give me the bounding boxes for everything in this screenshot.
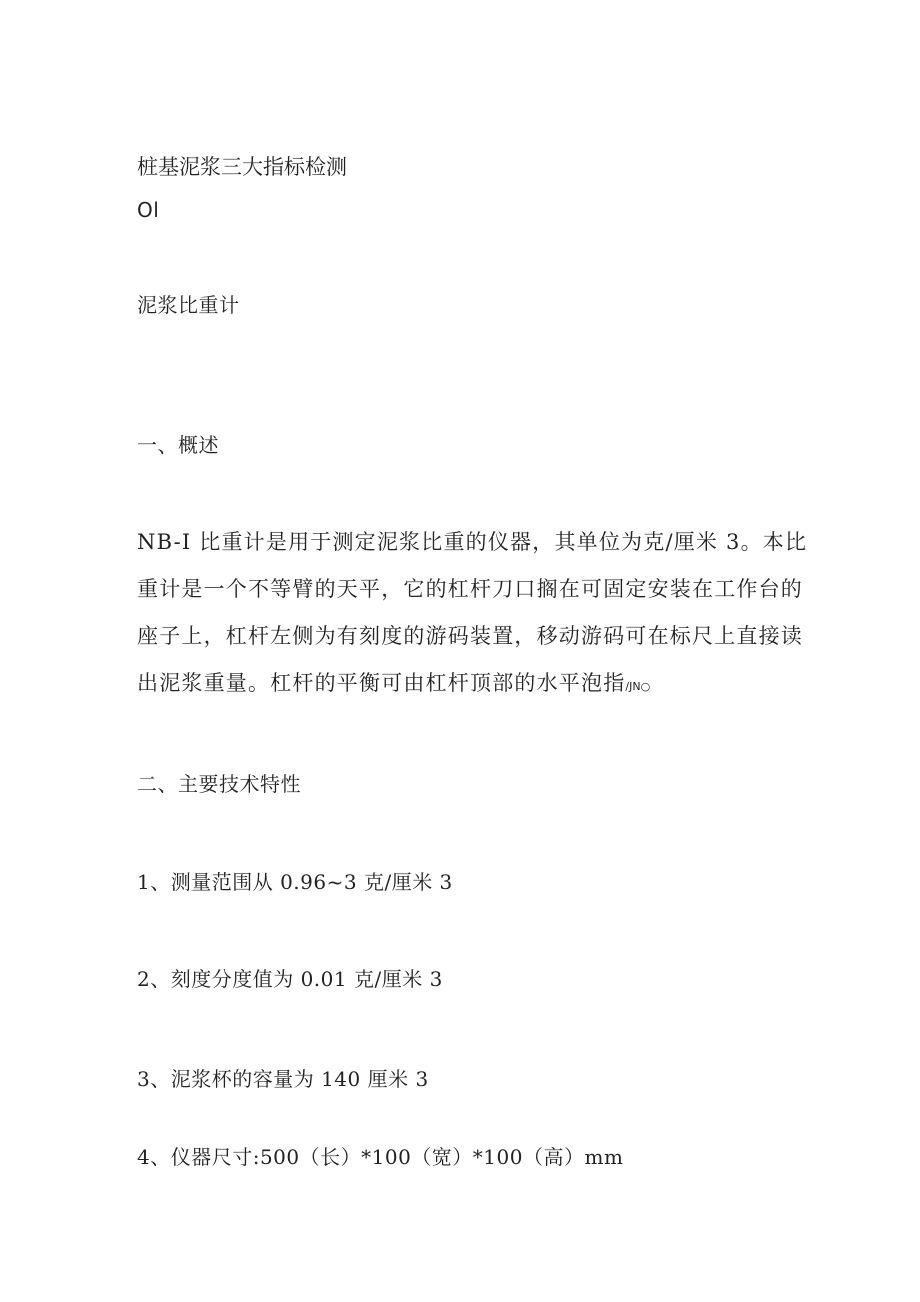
spec-item: 4、仪器尺寸:500（长）*100（宽）*100（高）mm <box>137 1145 624 1169</box>
spec-item: 3、泥浆杯的容量为 140 厘米 3 <box>137 1067 429 1091</box>
document-subtitle: Ol <box>137 198 160 222</box>
heading-overview: 一、概述 <box>137 433 219 457</box>
paragraph-line: 座子上，杠杆左侧为有刻度的游码装置，移动游码可在标尺上直接读 <box>137 624 803 648</box>
paragraph-line: 重计是一个不等臂的天平，它的杠杆刀口搁在可固定安装在工作台的 <box>137 577 803 601</box>
document-title: 桩基泥浆三大指标检测 <box>137 155 347 179</box>
paragraph-line: NB-I 比重计是用于测定泥浆比重的仪器，其单位为克/厘米 3。本比 <box>137 530 808 554</box>
spec-item: 1、测量范围从 0.96~3 克/厘米 3 <box>137 870 453 894</box>
section-title: 泥浆比重计 <box>137 293 240 317</box>
paragraph-last-small-text: /JN○ <box>625 680 651 693</box>
paragraph-last-text: 出泥浆重量。杠杆的平衡可由杠杆顶部的水平泡指 <box>137 671 626 695</box>
spec-item: 2、刻度分度值为 0.01 克/厘米 3 <box>137 967 443 991</box>
paragraph-line-last <box>137 660 797 710</box>
heading-specs: 二、主要技术特性 <box>137 772 301 796</box>
overview-paragraph <box>137 519 808 710</box>
